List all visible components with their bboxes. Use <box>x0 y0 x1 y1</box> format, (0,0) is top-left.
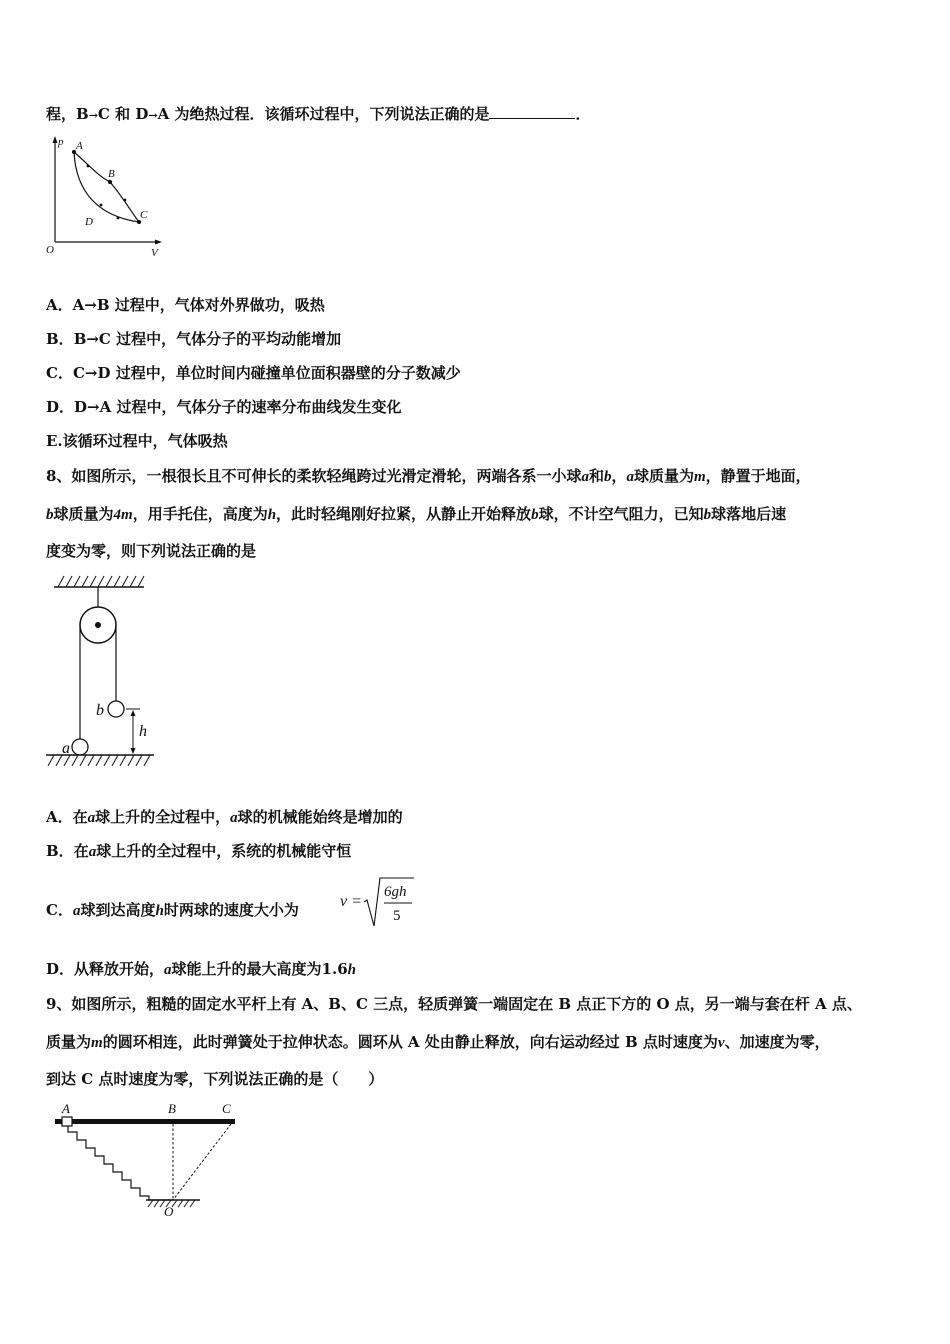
pv-point-a: A <box>76 140 83 152</box>
q8-var: b <box>531 507 539 523</box>
q7-intro-text: 和 <box>115 105 131 123</box>
formula-numerator: 6gh <box>384 884 407 900</box>
q7-option-c <box>46 363 461 383</box>
option-text: 球的机械能始终是增加的 <box>237 808 403 826</box>
option-text: 1.6 <box>321 960 348 978</box>
q9-var: m <box>91 1035 103 1051</box>
q9-text: 质量为 <box>46 1033 92 1051</box>
q7-intro-text: ． <box>575 105 591 123</box>
option-text: 时两球的速度大小为 <box>163 901 299 919</box>
q9-var: v <box>717 1035 725 1051</box>
q9-text: 的圆环相连，此时弹簧处于拉伸状态。圆环从 A 处由静止释放，向右运动经过 B 点时速度为 <box>102 1033 718 1051</box>
pulley-diagram <box>42 573 162 773</box>
option-text: 在 <box>72 808 88 826</box>
point-a-label: A <box>62 1101 70 1116</box>
point-b-label: B <box>168 1101 176 1116</box>
q8-text: 球落地后速 <box>711 505 787 523</box>
pv-point-c: C <box>140 209 148 221</box>
q8-stem-line2 <box>46 504 786 525</box>
option-text: 该循环过程中，气体吸热 <box>62 432 228 450</box>
q7-intro-text: 为绝热过程．该循环过程中，下列说法正确的是 <box>174 105 490 123</box>
option-text: 球到达高度 <box>80 901 156 919</box>
q8-text: 和 <box>588 467 604 485</box>
q8-text: ， <box>611 467 627 485</box>
option-text: A→B 过程中，气体对外界做功，吸热 <box>72 296 325 314</box>
q7-option-a <box>46 295 325 315</box>
q8-var: a <box>626 469 634 485</box>
spring-diagram <box>50 1098 240 1218</box>
q8-var: b <box>703 507 712 523</box>
option-label: D． <box>46 398 75 416</box>
option-text: 从释放开始， <box>74 960 165 978</box>
q8-text: 球，不计空气阻力，已知 <box>538 505 704 523</box>
height-label: h <box>139 723 147 740</box>
option-text: 球上升的全过程中， <box>95 808 231 826</box>
option-text: B→C 过程中，气体分子的平均动能增加 <box>73 330 342 348</box>
option-label: E. <box>46 432 63 450</box>
q7-intro-text: B <box>76 105 89 123</box>
formula-denominator: 5 <box>393 908 401 924</box>
ball-a-label: a <box>62 740 70 757</box>
option-text: 在 <box>73 842 89 860</box>
q8-stem-line1 <box>46 466 811 487</box>
q8-var: h <box>267 507 277 523</box>
q7-intro-text: D <box>135 105 149 123</box>
q7-intro-text: C <box>97 105 110 123</box>
q9-stem-line1 <box>46 994 862 1014</box>
q8-text: 球质量为 <box>633 467 694 485</box>
option-label: B． <box>46 330 74 348</box>
pv-point-d: D <box>85 216 93 228</box>
option-text: C→D 过程中，单位时间内碰撞单位面积器壁的分子数减少 <box>72 364 461 382</box>
q8-var: a <box>72 903 81 919</box>
q8-text: ，用手托住，高度为 <box>132 505 268 523</box>
q9-stem-line3 <box>46 1069 383 1089</box>
q7-intro-text: 程， <box>46 105 77 123</box>
q9-text: 到达 C 点时速度为零，下列说法正确的是（ ） <box>46 1070 384 1088</box>
q8-option-a <box>46 807 403 828</box>
q9-text: 、加速度为零， <box>724 1033 830 1051</box>
q8-text: 8、如图所示，一根很长且不可伸长的柔软轻绳跨过光滑定滑轮，两端各系一小球 <box>46 467 582 485</box>
q8-var: b <box>46 507 54 523</box>
q7-option-d <box>46 397 401 417</box>
pv-axis-v: V <box>151 247 158 259</box>
pv-axis-p: p <box>58 136 64 148</box>
point-o-label: O <box>164 1204 174 1219</box>
q7-option-e <box>46 431 228 451</box>
q8-var: a <box>230 810 238 826</box>
option-text: 球上升的全过程中，系统的机械能守恒 <box>96 842 352 860</box>
q8-option-d <box>46 959 356 980</box>
q7-intro: 程，B→C 和 D→A 为绝热过程．该循环过程中，下列说法正确的是 ． <box>46 105 591 123</box>
q8-var: m <box>694 469 706 485</box>
q8-var: a <box>88 844 97 860</box>
option-label: C． <box>46 901 73 919</box>
q8-text: ，此时轻绳刚好拉紧，从静止开始释放 <box>276 505 532 523</box>
option-label: B． <box>46 842 74 860</box>
option-label: D． <box>46 960 75 978</box>
pv-point-b: B <box>108 168 115 180</box>
q8-text: 球质量为 <box>53 505 114 523</box>
q9-stem-line2 <box>46 1032 830 1053</box>
q8-var: h <box>347 962 356 978</box>
q8-var: a <box>581 469 589 485</box>
q8-text: 度变为零，则下列说法正确的是 <box>46 542 257 560</box>
pv-diagram <box>40 134 170 258</box>
option-label: C． <box>46 364 73 382</box>
q7-intro-text: A <box>157 105 170 123</box>
q9-text: 9、如图所示，粗糙的固定水平杆上有 A、B、C 三点，轻质弹簧一端固定在 B 点正下方的 O 点，另一端与套在杆 A 点、 <box>46 995 862 1013</box>
q8-text: ，静置于地面， <box>705 467 811 485</box>
q7-option-b <box>46 329 341 349</box>
q8-var: h <box>155 903 164 919</box>
answer-blank[interactable] <box>489 104 575 119</box>
option-label: A． <box>46 296 73 314</box>
q8-option-c <box>46 900 299 921</box>
option-label: A． <box>46 808 73 826</box>
q8-var: b <box>603 469 612 485</box>
point-c-label: C <box>222 1101 231 1116</box>
q8-var: a <box>87 810 96 826</box>
q8-var: a <box>164 962 172 978</box>
q8-option-b <box>46 841 351 862</box>
option-text: 球能上升的最大高度为 <box>171 960 322 978</box>
velocity-formula <box>338 874 418 930</box>
pv-origin: O <box>46 244 54 256</box>
formula-v: v = <box>340 893 362 910</box>
option-text: D→A 过程中，气体分子的速率分布曲线发生变化 <box>74 398 402 416</box>
q8-stem-line3 <box>46 541 256 561</box>
ball-b-label: b <box>96 702 104 719</box>
q8-var: 4m <box>113 507 133 523</box>
